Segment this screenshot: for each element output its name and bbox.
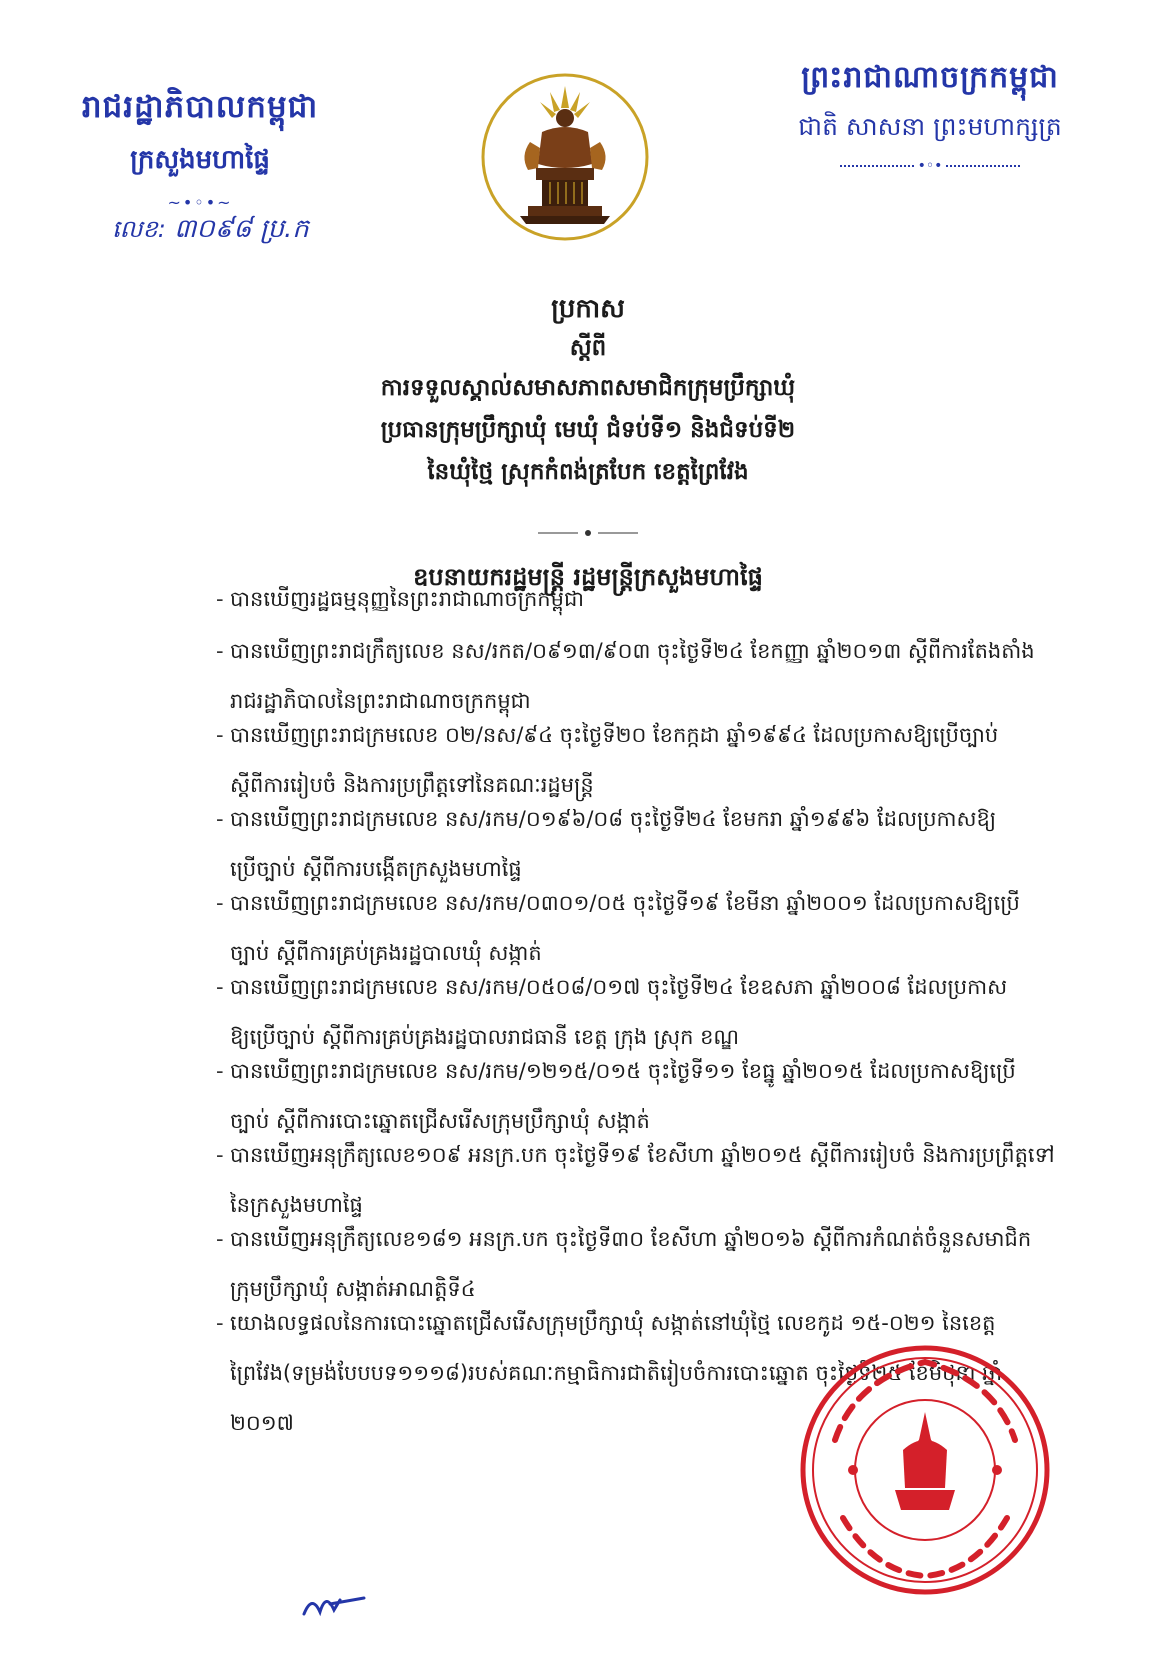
reference-number (112, 212, 309, 250)
bullet-dash: - (216, 975, 224, 999)
consideration-line: បានឃើញព្រះរាជក្រមលេខ ០២/នស/៩៤ ចុះថ្ងៃទី២០ ខែកក្កដា ឆ្នាំ១៩៩៤ ដែលប្រកាសឱ្យប្រើច្បាប់ (230, 723, 999, 747)
consideration-line: ស្តីពីការរៀបចំ និងការប្រព្រឹត្តទៅនៃគណៈរដ្ឋមន្ត្រី (230, 773, 594, 797)
handwritten-mark-icon (300, 1588, 370, 1622)
bullet-dash: - (216, 639, 224, 663)
document-subject-line-1: ការទទួលស្គាល់សមាសភាពសមាជិកក្រុមប្រឹក្សាឃុំ (380, 375, 796, 401)
consideration-item (216, 886, 1110, 970)
bullet-dash: - (216, 1311, 224, 1335)
consideration-line: យោងលទ្ធផលនៃការបោះឆ្នោតជ្រើសរើសក្រុមប្រឹក្សាឃុំ សង្កាត់នៅឃុំថ្មៃ លេខកូដ ១៥-០២១ នៃខេត្ត (230, 1311, 996, 1335)
bullet-dash: - (216, 891, 224, 915)
divider-ornament-icon (538, 528, 638, 538)
document-subject-line-3: នៃឃុំថ្មៃ ស្រុកកំពង់ត្របែក ខេត្តព្រៃវែង (427, 459, 749, 485)
consideration-item (216, 718, 1110, 802)
consideration-line: បានឃើញព្រះរាជក្រមលេខ នស/រកម/១២១៥/០១៥ ចុះថ្ងៃទី១១ ខែធ្នូ ឆ្នាំ២០១៥ ដែលប្រកាសឱ្យប្រើ (230, 1059, 1016, 1083)
document-about: ស្តីពី (569, 335, 607, 361)
bullet-dash: - (216, 723, 224, 747)
consideration-line: នៃក្រសួងមហាផ្ទៃ (230, 1193, 363, 1217)
document-type: ប្រកាស (551, 294, 625, 324)
consideration-line: ក្រុមប្រឹក្សាឃុំ សង្កាត់អាណត្តិទី៤ (230, 1277, 476, 1301)
bullet-dash: - (216, 1059, 224, 1083)
consideration-item (216, 802, 1110, 886)
issuer-title: ឧបនាយករដ្ឋមន្ត្រី រដ្ឋមន្ត្រីក្រសួងមហាផ្ទៃ (413, 563, 763, 591)
consideration-line: បានឃើញព្រះរាជក្រមលេខ នស/រកម/០៥០៨/០១៧ ចុះថ្ងៃទី២៤ ខែឧសភា ឆ្នាំ២០០៨ ដែលប្រកាស (230, 975, 1008, 999)
official-seal-icon (795, 1340, 1055, 1600)
consideration-line: រាជរដ្ឋាភិបាលនៃព្រះរាជាណាចក្រកម្ពុជា (230, 689, 531, 713)
bullet-dash: - (216, 1143, 224, 1167)
national-motto: ជាតិ សាសនា ព្រះមហាក្សត្រ (798, 112, 1062, 141)
bullet-dash: - (216, 807, 224, 831)
document-subject-line-2: ប្រធានក្រុមប្រឹក្សាឃុំ មេឃុំ ជំទប់ទី១ និងជំទប់ទី២ (380, 417, 796, 443)
bullet-dash: - (216, 587, 224, 611)
motto-ornament (770, 158, 1090, 174)
consideration-line: ប្រើច្បាប់ ស្តីពីការបង្កើតក្រសួងមហាផ្ទៃ (230, 857, 522, 881)
consideration-line: ច្បាប់ ស្តីពីការបោះឆ្នោតជ្រើសរើសក្រុមប្រឹក្សាឃុំ សង្កាត់ (230, 1109, 650, 1133)
ornament-icon: •◦• (917, 158, 943, 174)
consideration-item (216, 634, 1110, 718)
reference-label: លេខ: (112, 215, 166, 243)
header-right (770, 58, 1090, 174)
consideration-line: បានឃើញរដ្ឋធម្មនុញ្ញនៃព្រះរាជាណាចក្រកម្ពុជា (230, 587, 584, 611)
consideration-line: បានឃើញព្រះរាជក្រមលេខ នស/រកម/០៣០១/០៥ ចុះថ្ងៃទី១៩ ខែមីនា ឆ្នាំ២០០១ ដែលប្រកាសឱ្យប្រើ (230, 891, 1020, 915)
consideration-item (216, 1054, 1110, 1138)
ornament-icon: ~•◦•~ (167, 193, 233, 212)
consideration-item (216, 582, 1110, 616)
consideration-line: ឱ្យប្រើច្បាប់ ស្តីពីការគ្រប់គ្រងរដ្ឋបាលរាជធានី ខេត្ត ក្រុង ស្រុក ខណ្ឌ (230, 1025, 740, 1049)
consideration-line: ច្បាប់ ស្តីពីការគ្រប់គ្រងរដ្ឋបាលឃុំ សង្កាត់ (230, 941, 542, 965)
consideration-line: ២០១៧ (230, 1411, 294, 1435)
royal-emblem-icon (480, 72, 650, 242)
consideration-line: បានឃើញអនុក្រឹត្យលេខ១៨១ អនក្រ.បក ចុះថ្ងៃទី៣០ ខែសីហា ឆ្នាំ២០១៦ ស្តីពីការកំណត់ចំនួនសមាជិក (230, 1227, 1032, 1251)
consideration-line: ព្រៃវែង(ទម្រង់បែបបទ១១១៨)របស់គណៈកម្មាធិការជាតិរៀបចំការបោះឆ្នោត ចុះថ្ងៃទី២៥ ខែមិថុនា ឆ្នាំ (230, 1361, 1003, 1385)
bullet-dash: - (216, 1227, 224, 1251)
consideration-item (216, 1222, 1110, 1306)
consideration-line: បានឃើញព្រះរាជក្រមលេខ នស/រកម/០១៩៦/០៨ ចុះថ្ងៃទី២៤ ខែមករា ឆ្នាំ១៩៩៦ ដែលប្រកាសឱ្យ (230, 807, 997, 831)
ministry-name: ក្រសួងមហាផ្ទៃ (130, 145, 270, 175)
consideration-line: បានឃើញអនុក្រឹត្យលេខ១០៩ អនក្រ.បក ចុះថ្ងៃទី១៩ ខែសីហា ឆ្នាំ២០១៥ ស្តីពីការរៀបចំ និងការប្រព្រឹត្តទៅ (230, 1143, 1055, 1167)
kingdom-name: ព្រះរាជាណាចក្រកម្ពុជា (801, 60, 1059, 95)
consideration-item (216, 1138, 1110, 1222)
header-left (60, 88, 340, 212)
government-name: រាជរដ្ឋាភិបាលកម្ពុជា (81, 89, 319, 125)
consideration-item (216, 970, 1110, 1054)
consideration-line: បានឃើញព្រះរាជក្រឹត្យលេខ នស/រកត/០៩១៣/៩០៣ ចុះថ្ងៃទី២៤ ខែកញ្ញា ឆ្នាំ២០១៣ ស្តីពីការតែងតាំង (230, 639, 1035, 663)
reference-value: ៣០៩៨ ប្រ.ក (174, 214, 309, 244)
